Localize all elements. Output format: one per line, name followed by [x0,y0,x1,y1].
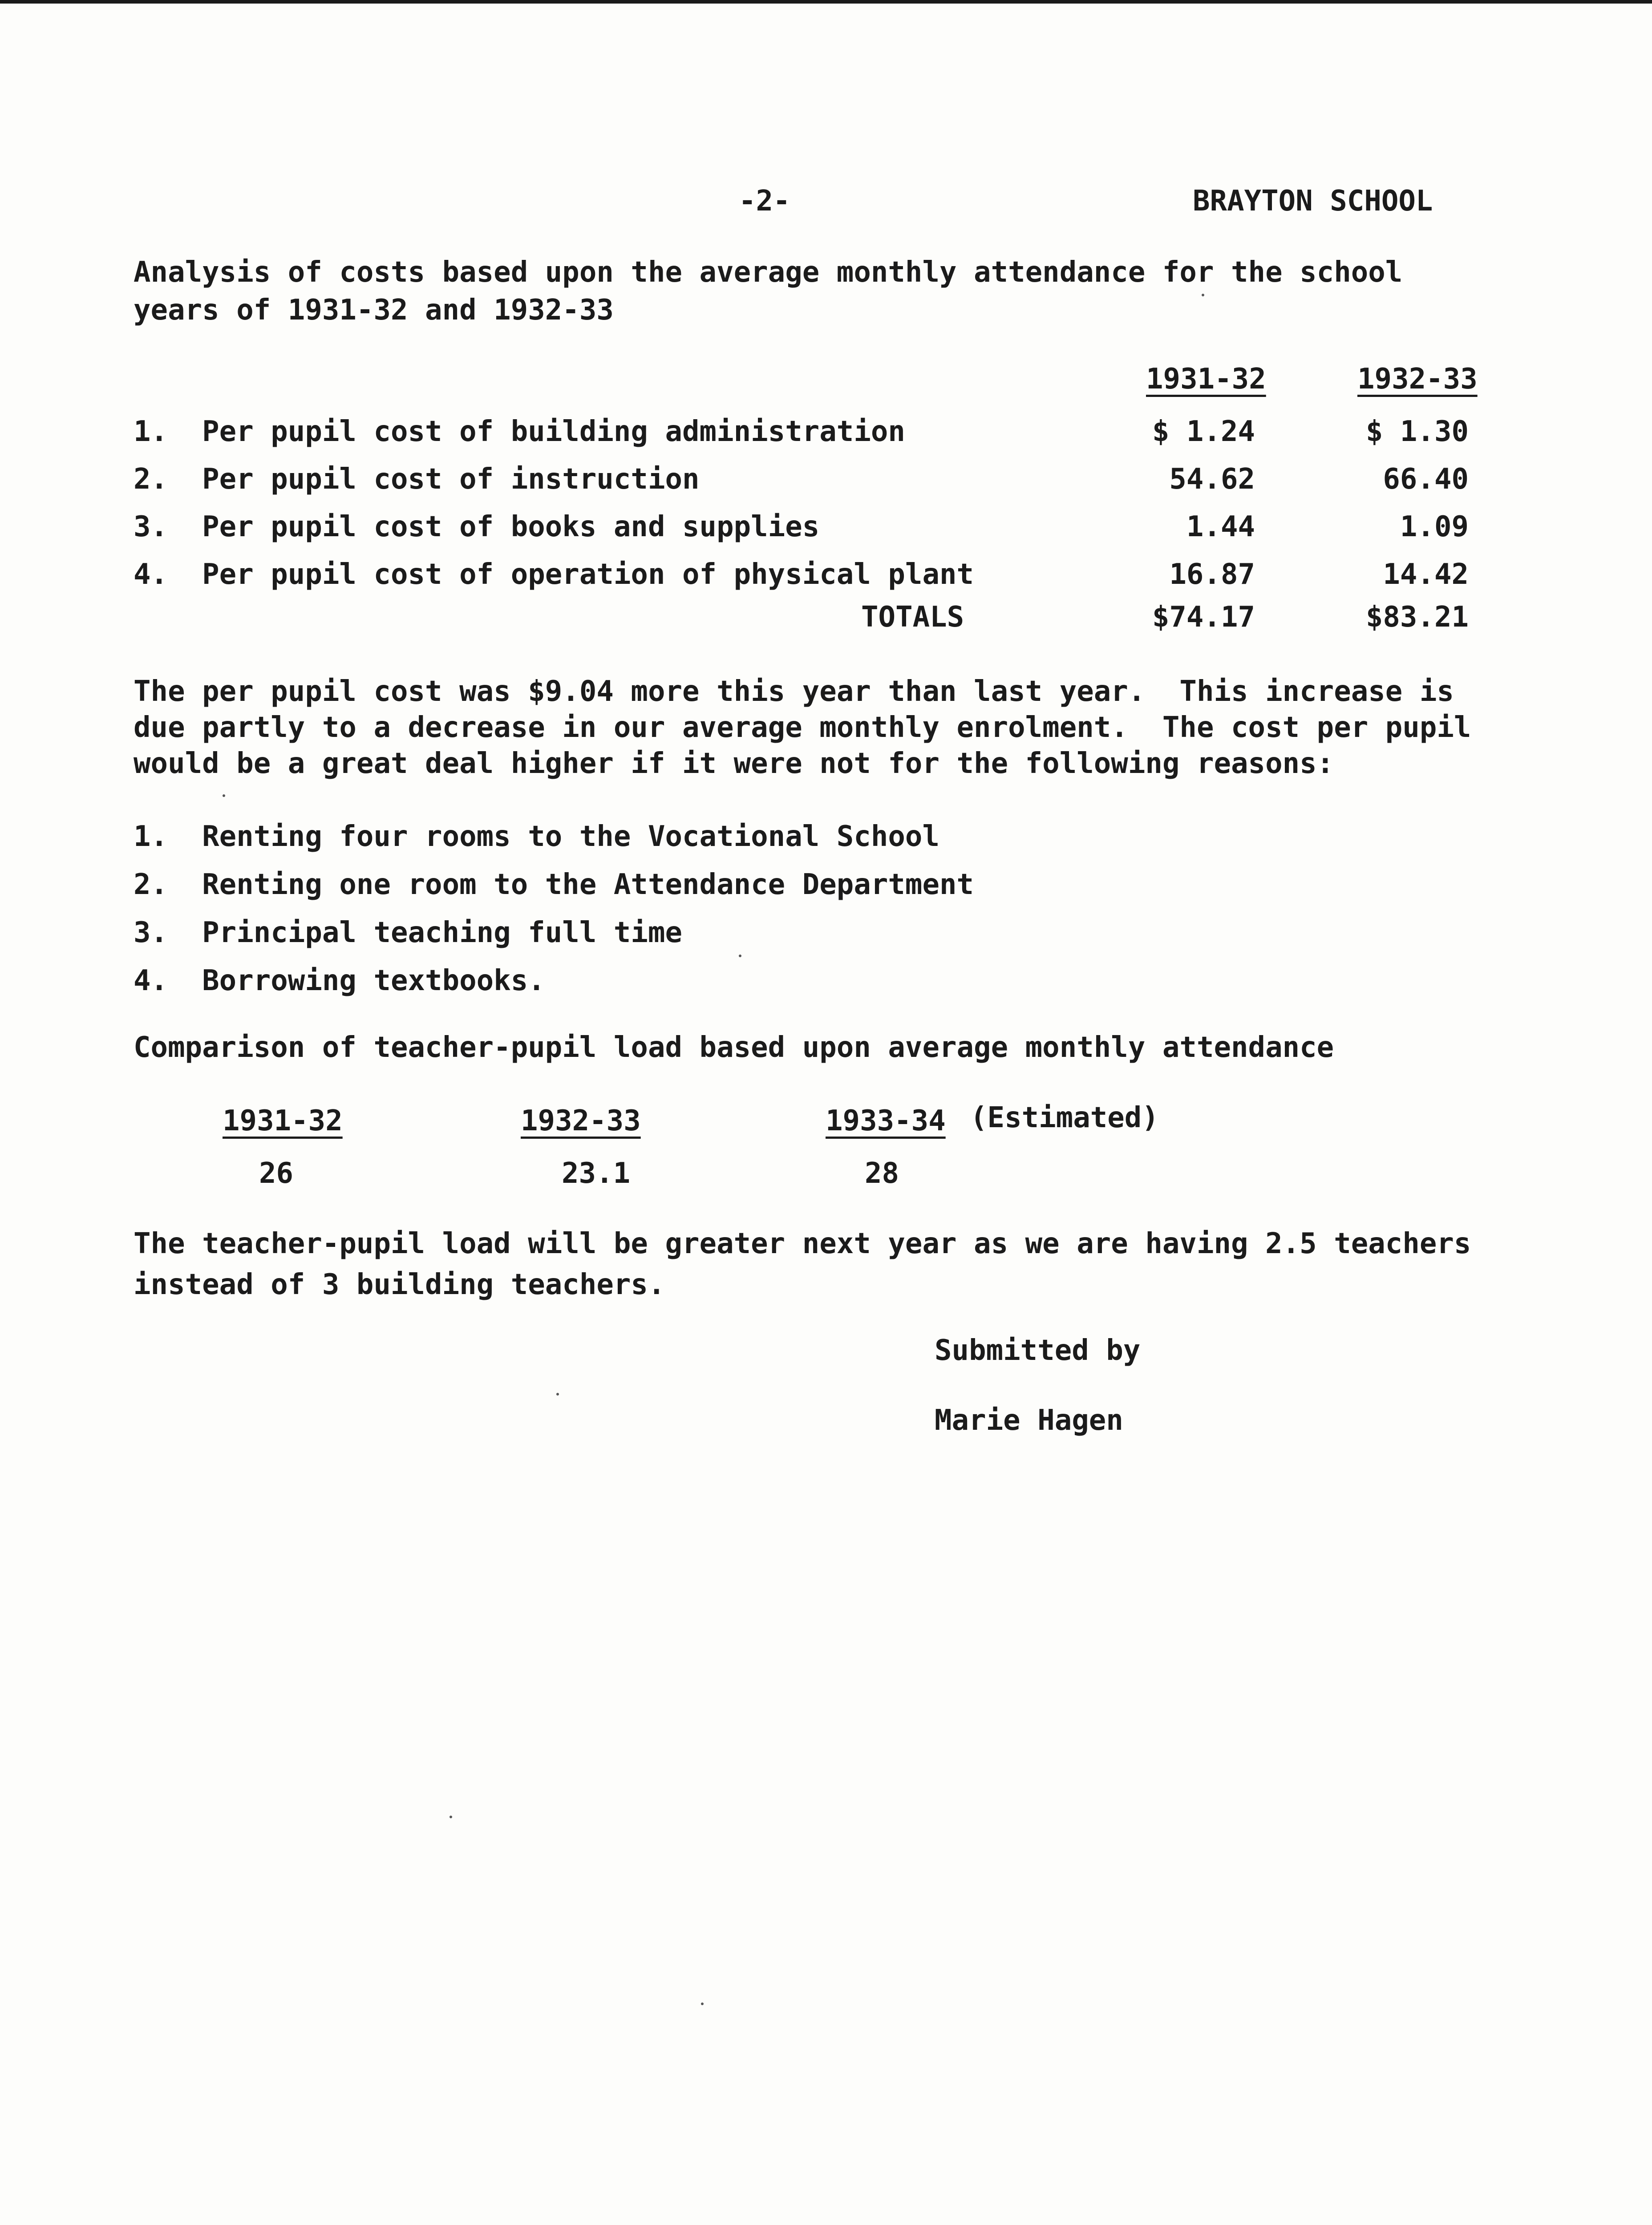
comparison-year-1933-34: 1933-34 [826,1104,946,1137]
analysis-intro-line2: years of 1931-32 and 1932-33 [134,294,614,327]
cost-value-1931: 1.44 [1186,510,1255,543]
cost-value-1931: 54.62 [1169,463,1255,496]
totals-label: TOTALS [861,601,964,634]
cost-row-label: 1. Per pupil cost of building administration [134,415,905,448]
scan-speck [556,1393,559,1396]
cost-value-1931: 16.87 [1169,558,1255,591]
conclusion-line1: The teacher-pupil load will be greater next year as we are having 2.5 teachers [134,1227,1471,1260]
column-header-1931-32: 1931-32 [1146,363,1266,396]
reason-item: 3. Principal teaching full time [134,916,682,949]
cost-value-1932: 66.40 [1383,463,1469,496]
scan-speck [1202,294,1204,296]
scan-speck [739,955,741,957]
comparison-value-1932-33: 23.1 [562,1157,631,1190]
school-name: BRAYTON SCHOOL [1193,185,1433,218]
increase-paragraph-line2: due partly to a decrease in our average monthly enrolment. The cost per pupil [134,711,1471,744]
conclusion-line2: instead of 3 building teachers. [134,1268,665,1301]
cost-row-label: 2. Per pupil cost of instruction [134,463,700,496]
increase-paragraph-line1: The per pupil cost was $9.04 more this year than last year. This increase is [134,675,1454,708]
analysis-intro-line1: Analysis of costs based upon the average monthly attendance for the school [134,256,1403,289]
scan-speck [223,794,225,797]
signer-name: Marie Hagen [935,1404,1123,1437]
increase-paragraph-line3: would be a great deal higher if it were not for the following reasons: [134,747,1334,780]
scan-speck [701,2002,704,2005]
total-1932: $83.21 [1365,601,1469,634]
cost-value-1932: $ 1.30 [1365,415,1469,448]
cost-row-label: 3. Per pupil cost of books and supplies [134,510,820,543]
reason-item: 2. Renting one room to the Attendance Department [134,868,974,901]
cost-row-label: 4. Per pupil cost of operation of physical plant [134,558,974,591]
cost-value-1932: 14.42 [1383,558,1469,591]
total-1931: $74.17 [1152,601,1255,634]
column-header-1932-33: 1932-33 [1357,363,1478,396]
comparison-year-1931-32: 1931-32 [223,1104,343,1137]
submitted-by: Submitted by [935,1334,1141,1367]
estimated-note: (Estimated) [970,1101,1159,1134]
top-border [0,0,1652,4]
scan-speck [449,1816,452,1818]
cost-value-1932: 1.09 [1400,510,1469,543]
comparison-year-1932-33: 1932-33 [521,1104,641,1137]
cost-value-1931: $ 1.24 [1152,415,1255,448]
page-number: -2- [739,185,790,218]
comparison-title: Comparison of teacher-pupil load based upon average monthly attendance [134,1031,1334,1064]
comparison-value-1931-32: 26 [259,1157,294,1190]
reason-item: 4. Borrowing textbooks. [134,964,545,997]
comparison-value-1933-34: 28 [865,1157,899,1190]
reason-item: 1. Renting four rooms to the Vocational School [134,820,939,853]
